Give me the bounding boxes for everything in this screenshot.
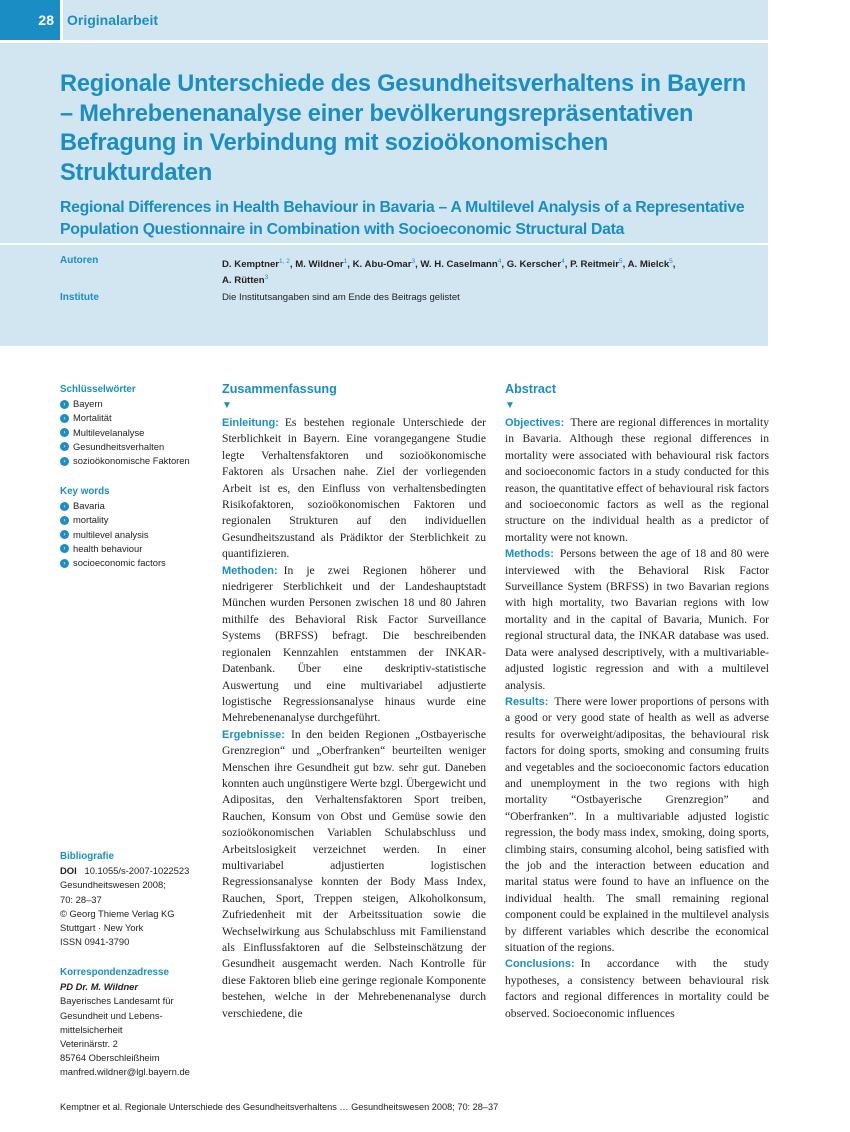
keyword-item: [60, 454, 190, 468]
chevron-right-icon: ›: [60, 530, 69, 539]
keywords-en-list: [60, 499, 166, 570]
author-name: A. Mielck: [627, 259, 670, 271]
keyword-text: Mortalität: [73, 412, 112, 424]
section-text: There were lower proportions of persons with a good or very good state of health as well as adverse results for overweight/adipositas, the behavioural risk factors for doing sports, smoking and consuming fruits and vegetables and the socioeconomic factors education and unemployment in the two regions with high mortality “Ostbayerische Grenzregion” and “Oberfranken”. In a multivariable adjusted logistic regression, the body mass index, smoking, doing sports, climbing stairs, consuming alcohol, being satisfied with the job and the interaction between education and marital status were found to have an influence on the individual health. The small remaining regional component could be explained in the multilevel analysis by different variables which describe the economical situation of the regions.: [505, 694, 769, 954]
section-text: In den beiden Regionen „Ostbayerische Grenzregion“ und „Oberfranken“ beurteilten weniger Menschen ihre Gesundheit gut bzw. sehr gut. Daneben konnten auch ungünstigere Werte bzgl. Übergewicht und Adipositas, den Verhaltensfaktoren Sport treiben, Rauchen, Konsum von Obst und Gemüse sowie den sozioökonomischen Variablen Schulabschluss und Arbeitslosigkeit verzeichnet werden. In einer multivariabel adjustierten logistischen Regressionsanalyse konnten der Body Mass Index, Rauchen, Sport, Treppen steigen, Alkoholkonsum, Zufriedenheit mit der Arbeitssituation sowie die Wechselwirkung aus Schulabschluss mit Familienstand als Einflussfaktoren auf die Selbsteinschätzung der Gesundheit ausgemacht werden. Nach Kontrolle für diese Faktoren blieb eine geringe regionale Komponente bestehen, welche in der Mehrebenenanalyse durch verschiedene, die: [222, 727, 486, 1020]
author-name: G. Kerscher: [506, 259, 562, 271]
keyword-text: mortality: [73, 514, 109, 526]
bibliography-line: Stuttgart · New York: [60, 922, 144, 934]
section-keyword: Einleitung:: [222, 417, 279, 429]
correspondence-title: Korrespondenzadresse: [60, 967, 169, 978]
keyword-text: Multilevelanalyse: [73, 426, 145, 438]
bibliography-lines: [60, 878, 189, 949]
abstract-paragraph: [505, 956, 769, 1022]
abstract-paragraph: [222, 727, 486, 1022]
section-keyword: Methoden:: [222, 564, 278, 577]
keyword-text: Bayern: [73, 398, 103, 410]
abstract-paragraph: [505, 546, 769, 694]
running-header: [0, 0, 768, 40]
correspondence-line: manfred.wildner@lgl.bayern.de: [60, 1066, 190, 1078]
author-affiliation: 1, 2: [279, 258, 290, 265]
keyword-item: [60, 499, 166, 513]
correspondence-line: Gesundheit und Lebens-: [60, 1009, 163, 1021]
author-affiliation: 3: [264, 274, 269, 282]
bibliography-line: © Georg Thieme Verlag KG: [60, 907, 175, 919]
author-name: M. Wildner: [295, 259, 344, 271]
keywords-en-title: Key words: [60, 486, 110, 497]
abstract-paragraph: [222, 563, 486, 727]
chevron-right-icon: ›: [60, 516, 69, 525]
correspondence-line: Veterinärstr. 2: [60, 1038, 118, 1050]
triangle-down-icon: ▼: [505, 400, 515, 411]
abstract-en-body: [505, 415, 769, 1022]
abstract-en-heading: Abstract: [505, 382, 557, 396]
doi-label: DOI: [60, 865, 77, 877]
header-divider: [0, 40, 768, 43]
keywords-de-title: Schlüsselwörter: [60, 384, 136, 395]
title-divider: [0, 243, 768, 245]
article-title-de: Regionale Unterschiede des Gesundheitsverhaltens in Bayern – Mehrebenenanalyse einer bevölkerungsrepräsentativen Befragung in Verbindung mit sozioökonomischen Strukturdaten: [60, 71, 746, 186]
keywords-en-block: [60, 485, 166, 570]
author-affiliation: 3: [411, 258, 416, 265]
author-affiliation: 5: [618, 258, 623, 265]
keyword-text: Gesundheitsverhalten: [73, 440, 165, 452]
bibliography-line: ISSN 0941-3790: [60, 936, 130, 948]
authors-label: Autoren: [60, 255, 99, 266]
chevron-right-icon: ›: [60, 428, 69, 437]
section-text: There are regional differences in mortality in Bavaria. Although these regional differences in mortality were associated with behavioural risk factors and socioeconomic factors in a study conducted for this reason, the quantitative effect of behavioural risk factors and socioeconomic factors as well as the regional structure on the individual health as a predictor of mortality were not known.: [505, 416, 769, 544]
article-title-en: Regional Differences in Health Behaviour in Bavaria – A Multilevel Analysis of a Representative Population Questionnaire in Combination with Socioeconomic Structural Data: [60, 199, 745, 238]
chevron-right-icon: ›: [60, 400, 69, 409]
section-text: Es bestehen regionale Unterschiede der Sterblichkeit in Bayern. Eine vorangegangene Studie legte Verhaltensfaktoren und sozioökonomische Faktoren als Ursachen nahe. Ziel der vorliegenden Arbeit ist es, den Einfluss von verhaltensbedingten Risikofaktoren, sozioökonomischen Faktoren und regionalen Strukturen auf den individuellen Gesundheitszustand als Prädiktor der Sterblichkeit zu quantifizieren.: [222, 416, 486, 561]
chevron-right-icon: ›: [60, 559, 69, 568]
keyword-item: [60, 397, 190, 411]
chevron-right-icon: ›: [60, 442, 69, 451]
section-keyword: Conclusions:: [505, 958, 575, 971]
keyword-item: [60, 542, 166, 556]
keyword-item: [60, 426, 190, 440]
keyword-text: sozioökonomische Faktoren: [73, 455, 190, 467]
bibliography-line: 70: 28–37: [60, 893, 102, 905]
abstract-paragraph: [222, 415, 486, 563]
keyword-item: [60, 411, 190, 425]
abstract-en: [505, 381, 769, 1022]
abstract-paragraph: [505, 415, 769, 546]
authors-list: D. Kemptner$^{1, 2}$, M. Wildner$^1$, K. Abu-Omar$^3$, W. H. Caselmann$^4$, G. Kerscher$^4$, P. Reitmeir$^5$, A. Mielck$^5$, A. Rütten$^3$: [222, 258, 676, 287]
chevron-right-icon: ›: [60, 457, 69, 466]
abstract-de-body: [222, 415, 486, 1022]
page-number: 28: [0, 0, 60, 40]
keyword-text: health behaviour: [73, 542, 143, 554]
keywords-de-block: [60, 383, 190, 468]
author-affiliation: 4: [561, 258, 565, 265]
correspondence-line: Bayerisches Landesamt für: [60, 995, 174, 1007]
section-keyword: Ergebnisse:: [222, 728, 285, 741]
doi-line: [60, 864, 189, 878]
chevron-right-icon: ›: [60, 414, 69, 423]
section-text: Persons between the age of 18 and 80 were interviewed with the Behavioral Risk Factor Surveillance System (BRFSS) in two Bavarian regions with high mortality, two Bavarian regions with low mortality and in the capital of Bavaria, Munich. For regional structural data, the INKAR database was used. Data were analysed descriptively, with a multivariable-adjusted logistic regression and with a multilevel analysis.: [505, 547, 769, 692]
correspondence-lines: [60, 994, 190, 1079]
bibliography-title: Bibliografie: [60, 851, 114, 862]
author-name: P. Reitmeir: [570, 259, 619, 271]
author-affiliation: 1: [343, 258, 348, 265]
bibliography-block: [60, 850, 189, 949]
author-name: A. Rütten: [222, 275, 265, 287]
keyword-item: [60, 513, 166, 527]
abstract-de: [222, 381, 486, 1022]
author-name: D. Kemptner: [222, 259, 280, 271]
section-keyword: Methods:: [505, 548, 554, 561]
correspondence-line: 85764 Oberschleißheim: [60, 1052, 160, 1064]
keyword-text: Bavaria: [73, 500, 105, 512]
section-text: In je zwei Regionen höherer und niedrigerer Sterblichkeit und der Landeshauptstadt München wurden Personen zwischen 18 und 80 Jahren mithilfe des Behavioral Risk Factor Surveillance Systems (BRFSS) befragt. Die beschreibenden regionalen Kennzahlen entstammen der INKAR-Datenbank. Über eine deskriptiv-statistische Auswertung und eine multivariabel adjustierte logistische Regressionsanalyse hinaus wurde eine Mehrebenenanalyse durchgeführt.: [222, 563, 486, 725]
author-affiliation: 4: [497, 258, 502, 265]
keyword-item: [60, 528, 166, 542]
chevron-right-icon: ›: [60, 502, 69, 511]
section-keyword: Results:: [505, 695, 549, 708]
section-label: Originalarbeit: [60, 0, 768, 40]
bibliography-line: Gesundheitswesen 2008;: [60, 879, 166, 891]
section-text: In accordance with the study hypotheses, a consistency between behavioural risk factors and regional differences in mortality could be observed. Socioeconomic influences: [505, 957, 769, 1020]
triangle-down-icon: ▼: [222, 400, 232, 411]
author-affiliation: 5: [669, 258, 673, 265]
page-footer: Kemptner et al. Regionale Unterschiede des Gesundheitsverhaltens … Gesundheitswesen 2008; 70: 28–37: [60, 1102, 499, 1112]
institutes-text: Die Institutsangaben sind am Ende des Beitrags gelistet: [222, 292, 460, 303]
keywords-de-list: [60, 397, 190, 468]
keyword-item: [60, 440, 190, 454]
abstract-paragraph: [505, 694, 769, 957]
institutes-label: Institute: [60, 292, 99, 303]
abstract-de-heading: Zusammenfassung: [222, 382, 337, 396]
keyword-text: multilevel analysis: [73, 528, 149, 540]
doi-value: 10.1055/s-2007-1022523: [84, 865, 190, 877]
correspondence-line: mittelsicherheit: [60, 1023, 123, 1035]
keyword-text: socioeconomic factors: [73, 557, 166, 569]
correspondence-name: PD Dr. M. Wildner: [60, 981, 139, 993]
section-keyword: Objectives:: [505, 417, 565, 429]
author-name: W. H. Caselmann: [420, 259, 498, 271]
author-name: K. Abu-Omar: [352, 259, 412, 271]
keyword-item: [60, 556, 166, 570]
chevron-right-icon: ›: [60, 544, 69, 553]
correspondence-block: [60, 966, 190, 1080]
